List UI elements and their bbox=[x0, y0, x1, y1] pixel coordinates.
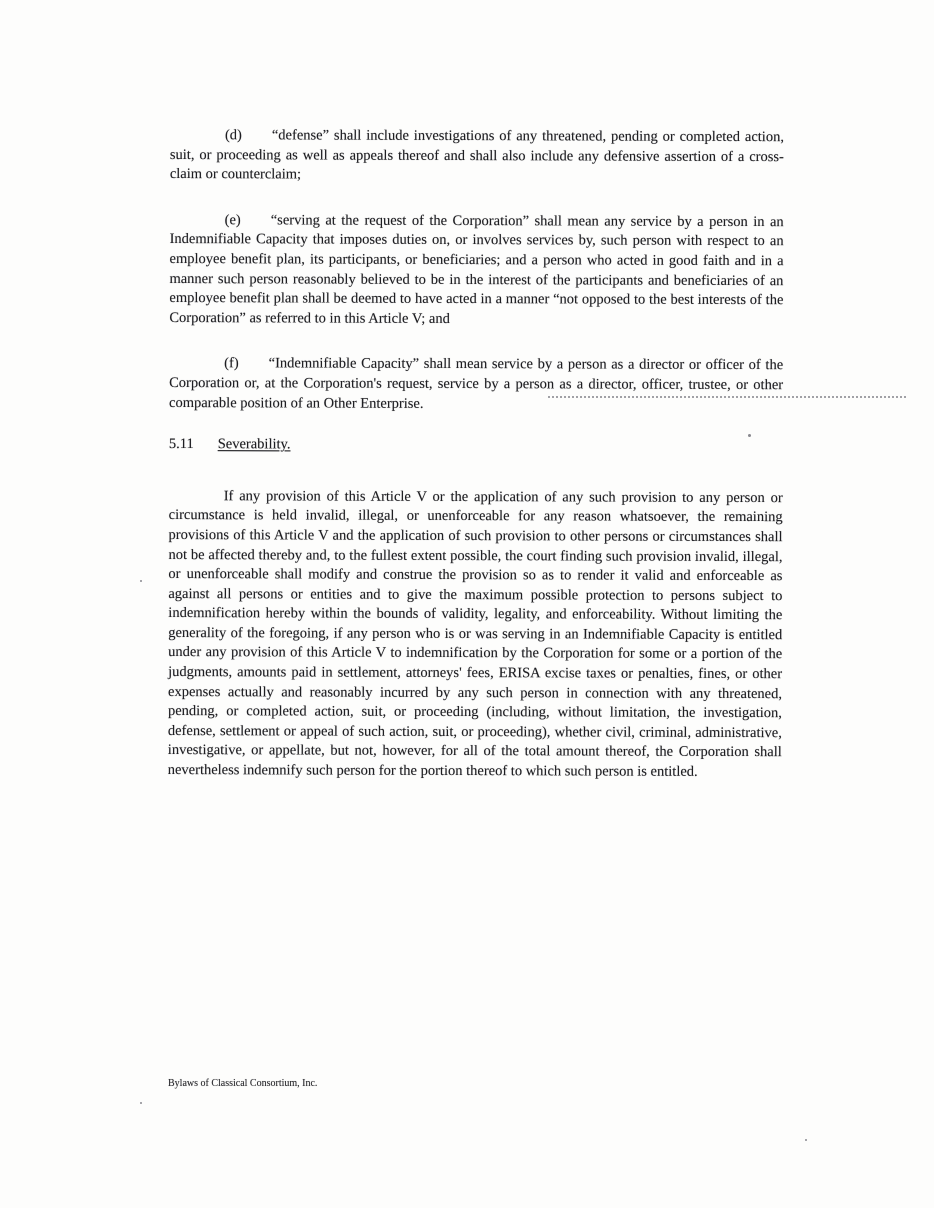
paragraph-e-label: (e) bbox=[224, 211, 241, 229]
section-heading bbox=[169, 435, 783, 457]
paragraph-d-label: (d) bbox=[224, 127, 242, 144]
footer-document-title: Bylaws of Classical Consortium, Inc. bbox=[168, 1078, 318, 1089]
paragraph-d-text: “defense” shall include investigations of any threatened, pending or completed action, suit, or proceeding as well as appeals thereof and shall also include any defensive assertion of a cross-claim or counterclaim; bbox=[169, 127, 784, 183]
paragraph-d bbox=[170, 126, 784, 187]
section-title: Severability. bbox=[217, 436, 291, 453]
paragraph-f-text: “Indemnifiable Capacity” shall mean service by a person as a director or officer of the Corporation or, at the Corporation's request, service by a person as a director, officer, trustee, or other comparable position of an Other Enterprise. bbox=[169, 355, 784, 412]
scan-speck bbox=[748, 434, 751, 437]
severability-paragraph: If any provision of this Article V or the application of any such provision to any person or circumstance is held invalid, illegal, or unenforceable for any reason whatsoever, the remaining provisions of this Article V and the application of such provision to other persons or circumstances shall not be affected thereby and, to the fullest extent possible, the court finding such provision invalid, illegal, or unenforceable shall modify and construe the provision so as to render it valid and enforceable as against all persons or entities and to give the maximum possible protection to persons subject to indemnification hereby within the bounds of validity, legality, and enforceability. Without limiting the generality of the foregoing, if any person who is or was serving in an Indemnifiable Capacity is entitled under any provision of this Article V to indemnification by the Corporation for some or a portion of the judgments, amounts paid in settlement, attorneys' fees, ERISA excise taxes or penalties, fines, or other expenses actually and reasonably incurred by any such person in connection with any threatened, pending, or completed action, suit, or proceeding (including, without limitation, the investigation, defense, settlement or appeal of such action, suit, or proceeding), whether civil, criminal, administrative, investigative, or appellate, but not, however, for all of the total amount thereof, the Corporation shall nevertheless indemnify such person for the portion thereof to which such person is entitled. bbox=[167, 487, 783, 780]
document-content bbox=[168, 126, 784, 809]
paragraph-f bbox=[169, 354, 783, 415]
paragraph-e bbox=[169, 211, 783, 331]
scan-speck bbox=[805, 1139, 807, 1141]
paragraph-f-label: (f) bbox=[224, 355, 239, 372]
scan-speck bbox=[140, 1102, 142, 1104]
paragraph-e-text: “serving at the request of the Corporation” shall mean any service by a person in an Indemnifiable Capacity that imposes duties on, or involves services by, such person with respect to an employee benefit plan, its participants, or beneficiaries; and a person who acted in good faith and in a manner such person reasonably believed to be in the interest of the participants and beneficiaries of an employee benefit plan shall be deemed to have acted in a manner “not opposed to the best interests of the Corporation” as referred to in this Article V; and bbox=[169, 212, 784, 327]
section-number: 5.11 bbox=[168, 436, 194, 453]
scan-artifact-dotted-line bbox=[548, 396, 906, 398]
scan-speck bbox=[140, 580, 142, 582]
